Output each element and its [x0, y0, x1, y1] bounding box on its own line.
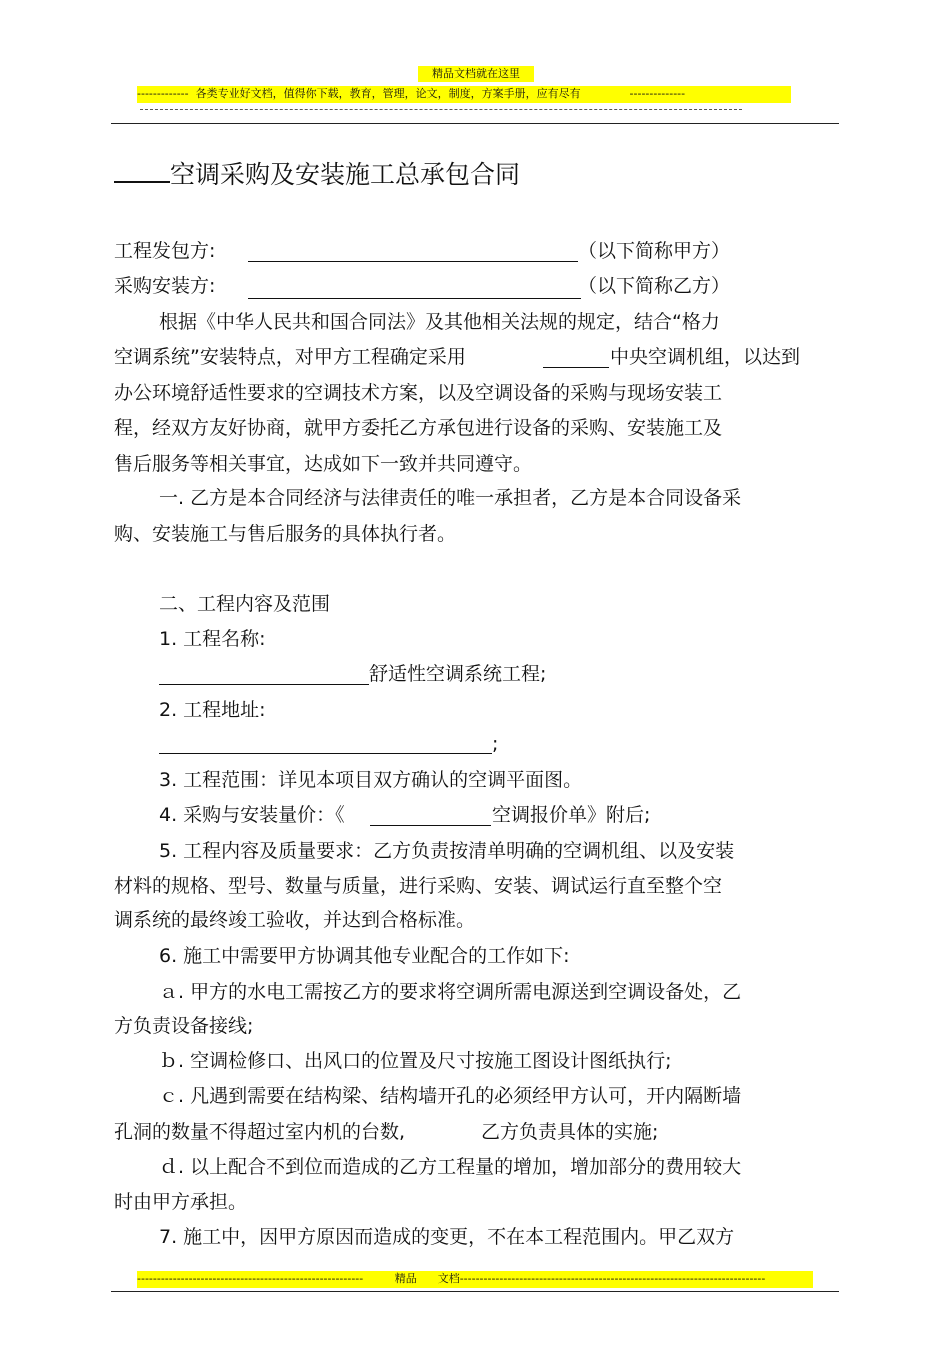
section1-line-1: 一. 乙方是本合同经济与法律责任的唯一承担者，乙方是本合同设备采 [159, 487, 742, 509]
section1-line-2: 购、安装施工与售后服务的具体执行者。 [114, 523, 457, 545]
item6d-line-1: ｄ. 以上配合不到位而造成的乙方工程量的增加，增加部分的费用较大 [159, 1156, 742, 1178]
quote-blank [370, 806, 491, 826]
intro-line-2a: 空调系统”安装特点，对甲方工程确定采用 [114, 346, 466, 368]
item6a-line-1: ａ. 甲方的水电工需按乙方的要求将空调所需电源送到空调设备处，乙 [159, 981, 742, 1003]
item6c-line-2a: 孔洞的数量不得超过室内机的台数, [114, 1121, 406, 1143]
header-banner-title: 精品文档就在这里 [418, 66, 534, 82]
contractor-label: 采购安装方: [114, 275, 216, 297]
item6d-line-2: 时由甲方承担。 [114, 1191, 248, 1213]
intro-line-5: 售后服务等相关事宜，达成如下一致并共同遵守。 [114, 453, 533, 475]
item3: 3. 工程范围：详见本项目双方确认的空调平面图。 [159, 769, 583, 791]
title-text: 空调采购及安装施工总承包合同 [170, 160, 521, 189]
item2-label: 2. 工程地址: [159, 699, 266, 721]
item6c-line-1: ｃ. 凡遇到需要在结构梁、结构墙开孔的必须经甲方认可，开内隔断墙 [159, 1085, 742, 1107]
item6c-line-2b: 乙方负责具体的实施; [481, 1121, 659, 1143]
project-name-blank [159, 665, 369, 685]
owner-label: 工程发包方: [114, 240, 216, 262]
header-rule [111, 123, 839, 124]
item2-value: ; [492, 733, 499, 755]
item6b-line-1: ｂ. 空调检修口、出风口的位置及尺寸按施工图设计图纸执行; [159, 1050, 672, 1072]
contractor-blank [248, 279, 581, 299]
title-blank [114, 155, 170, 183]
item6a-line-2: 方负责设备接线; [114, 1015, 254, 1037]
owner-blank [248, 242, 578, 262]
contract-title [114, 155, 520, 191]
project-address-blank [159, 734, 492, 754]
item7-line-1: 7. 施工中，因甲方原因而造成的变更，不在本工程范围内。甲乙双方 [159, 1226, 735, 1248]
section2-heading: 二、工程内容及范围 [159, 593, 331, 615]
header-banner-tagline: ------------- 各类专业好文档，值得你下载，教育，管理，论文，制度，方案手册，应有尽有 -------------- [137, 86, 791, 103]
item1-label: 1. 工程名称: [159, 628, 266, 650]
owner-suffix: （以下简称甲方） [578, 240, 731, 262]
footer-banner: --------------------------------------------------------- 精品 文档----------------------------------------------------------------------------- [137, 1271, 813, 1288]
item6: 6. 施工中需要甲方协调其他专业配合的工作如下: [159, 945, 570, 967]
footer-rule [111, 1291, 839, 1292]
unit-blank [543, 348, 609, 368]
item4a: 4. 采购与安装量价：《 [159, 804, 345, 826]
item4b: 空调报价单》附后; [492, 804, 651, 826]
item5-line-2: 材料的规格、型号、数量与质量，进行采购、安装、调试运行直至整个空 [114, 875, 723, 897]
item5-line-3: 调系统的最终竣工验收，并达到合格标准。 [114, 909, 476, 931]
contractor-suffix: （以下简称乙方） [578, 275, 731, 297]
intro-line-1: 根据《中华人民共和国合同法》及其他相关法规的规定，结合“格力 [159, 311, 720, 333]
intro-line-4: 程，经双方友好协商，就甲方委托乙方承包进行设备的采购、安装施工及 [114, 417, 723, 439]
item5-line-1: 5. 工程内容及质量要求：乙方负责按清单明确的空调机组、以及安装 [159, 840, 735, 862]
intro-line-3: 办公环境舒适性要求的空调技术方案，以及空调设备的采购与现场安装工 [114, 382, 723, 404]
header-dashed-divider [140, 109, 742, 110]
intro-line-2b: 中央空调机组，以达到 [610, 346, 801, 368]
item1-value: 舒适性空调系统工程; [369, 663, 547, 685]
